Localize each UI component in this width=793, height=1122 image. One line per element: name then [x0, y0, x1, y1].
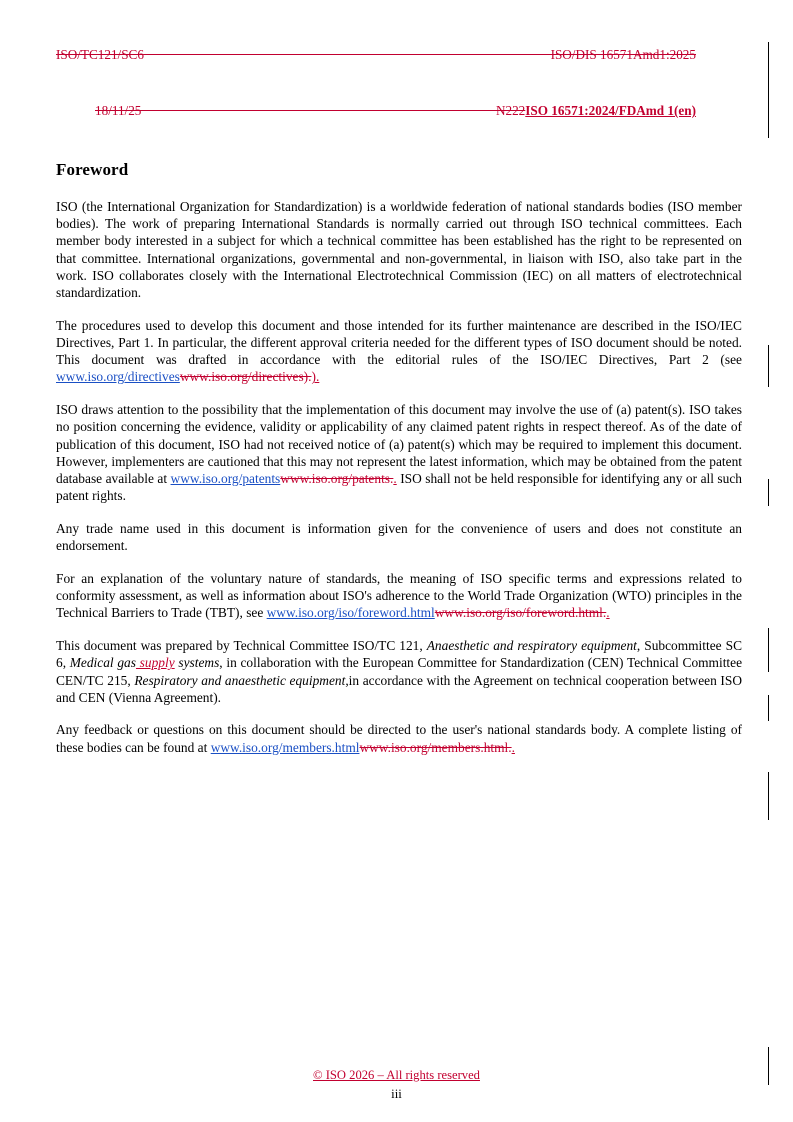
change-bar: [768, 345, 769, 387]
document-footer: [0, 1068, 793, 1102]
text-run: ,in accordance with the Agreement on technical cooperation between ISO and CEN (Vienna Agreement).: [56, 672, 743, 705]
p-wto: [56, 570, 742, 622]
hyperlink[interactable]: www.iso.org/iso/foreword.html: [266, 605, 435, 621]
change-bar: [768, 42, 769, 138]
inserted-italic-text-run: supply: [135, 655, 175, 671]
text-run: For an explanation of the voluntary nature of standards, the meaning of ISO specific terms and expressions related to conformity assessment, as well as information about ISO's adherence to the World Trade Organization (WTO) principles in the Technical Barriers to Trade (TBT), see: [56, 570, 742, 621]
p-procedures: [56, 317, 742, 386]
page-title: Foreword: [56, 160, 129, 179]
italic-text-run: Anaesthetic and respiratory equipment: [426, 638, 637, 654]
deleted-text-run: www.iso.org/directives).: [179, 369, 312, 385]
inserted-text-run: .: [606, 605, 610, 621]
text-run: Any trade name used in this document is information given for the convenience of users and does not constitute an endorsement.: [56, 521, 742, 554]
footer-copyright: © ISO 2026 – All rights reserved: [313, 1068, 480, 1082]
deleted-text-run: www.iso.org/members.html.: [359, 739, 512, 755]
deleted-text-run: www.iso.org/iso/foreword.html.: [434, 605, 607, 621]
text-run: ISO shall not be held responsible for identifying any or all such patent rights.: [56, 471, 742, 504]
paragraph-container: [56, 198, 742, 756]
change-bar: [768, 479, 769, 506]
text-run: The procedures used to develop this document and those intended for its further maintenance are described in the ISO/IEC Directives, Part 1. In particular, the different approval criteria needed for the different types of ISO document should be noted. This document was drafted in accordance with the editorial rules of the ISO/IEC Directives, Part 2 (see: [56, 317, 742, 368]
inserted-text-run: ).: [311, 369, 320, 385]
text-run: This document was prepared by Technical Committee ISO/TC 121,: [56, 638, 427, 654]
change-bar: [768, 695, 769, 721]
p-patents: [56, 401, 742, 504]
p-feedback: [56, 721, 742, 755]
text-run: Any feedback or questions on this document should be directed to the user's national standards body. A complete listing of these bodies can be found at: [56, 722, 742, 755]
header-row-secondary: [95, 103, 696, 119]
hyperlink[interactable]: www.iso.org/members.html: [210, 739, 360, 755]
italic-text-run: Medical gas: [69, 655, 136, 671]
hyperlink[interactable]: www.iso.org/patents: [170, 471, 281, 487]
header-old-document-number: ISO/DIS 16571Amd1:2025: [550, 47, 696, 62]
p-committee: [56, 637, 742, 706]
header-committee-ref: ISO/TC121/SC6: [56, 47, 144, 62]
text-run: , Subcommittee SC 6,: [56, 638, 743, 671]
header-document-id-group: [496, 103, 696, 119]
italic-text-run: Respiratory and anaesthetic equipment: [134, 672, 346, 688]
header-new-document-number: ISO 16571:2024/FDAmd 1(en): [525, 103, 696, 118]
text-run: ISO (the International Organization for Standardization) is a worldwide federation of national standards bodies (ISO member bodies). The work of preparing International Standards is normally carried out through ISO technical committees. Each member body interested in a subject for which a technical committee has been established has the right to be represented on that committee. International organizations, governmental and non-governmental, in liaison with ISO, also take part in the work. ISO collaborates closely with the International Electrotechnical Commission (IEC) on all matters of electrotechnical standardization.: [56, 199, 742, 301]
header-rule-line-2: [141, 110, 496, 111]
document-body: [56, 160, 742, 756]
header-date: 18/11/25: [95, 103, 142, 118]
p-trade-name: [56, 520, 742, 554]
deleted-text-run: www.iso.org/patents.: [280, 471, 394, 487]
text-run: ISO draws attention to the possibility that the implementation of this document may involve the use of (a) patent(s). ISO takes no position concerning the evidence, validity or applicability of any claimed patent rights in respect thereof. As of the date of publication of this document, ISO had not received notice of (a) patent(s) which may be required to implement this document. However, implementers are cautioned that this may not represent the latest information, which may be obtained from the patent database available at: [56, 402, 742, 487]
p-iso-intro: [56, 198, 742, 301]
change-bar: [768, 772, 769, 820]
header-rule-line: [144, 54, 551, 55]
inserted-text-run: .: [393, 471, 397, 487]
header-row-primary: [56, 47, 696, 63]
italic-text-run: systems: [174, 655, 220, 671]
change-bar: [768, 628, 769, 672]
inserted-text-run: .: [511, 739, 515, 755]
footer-page-number: iii: [391, 1087, 402, 1101]
hyperlink[interactable]: www.iso.org/directives: [56, 369, 180, 385]
text-run: , in collaboration with the European Committee for Standardization (CEN) Technical Committee CEN/TC 215,: [56, 655, 743, 688]
header-old-doc-number-n222: N222: [495, 103, 526, 118]
